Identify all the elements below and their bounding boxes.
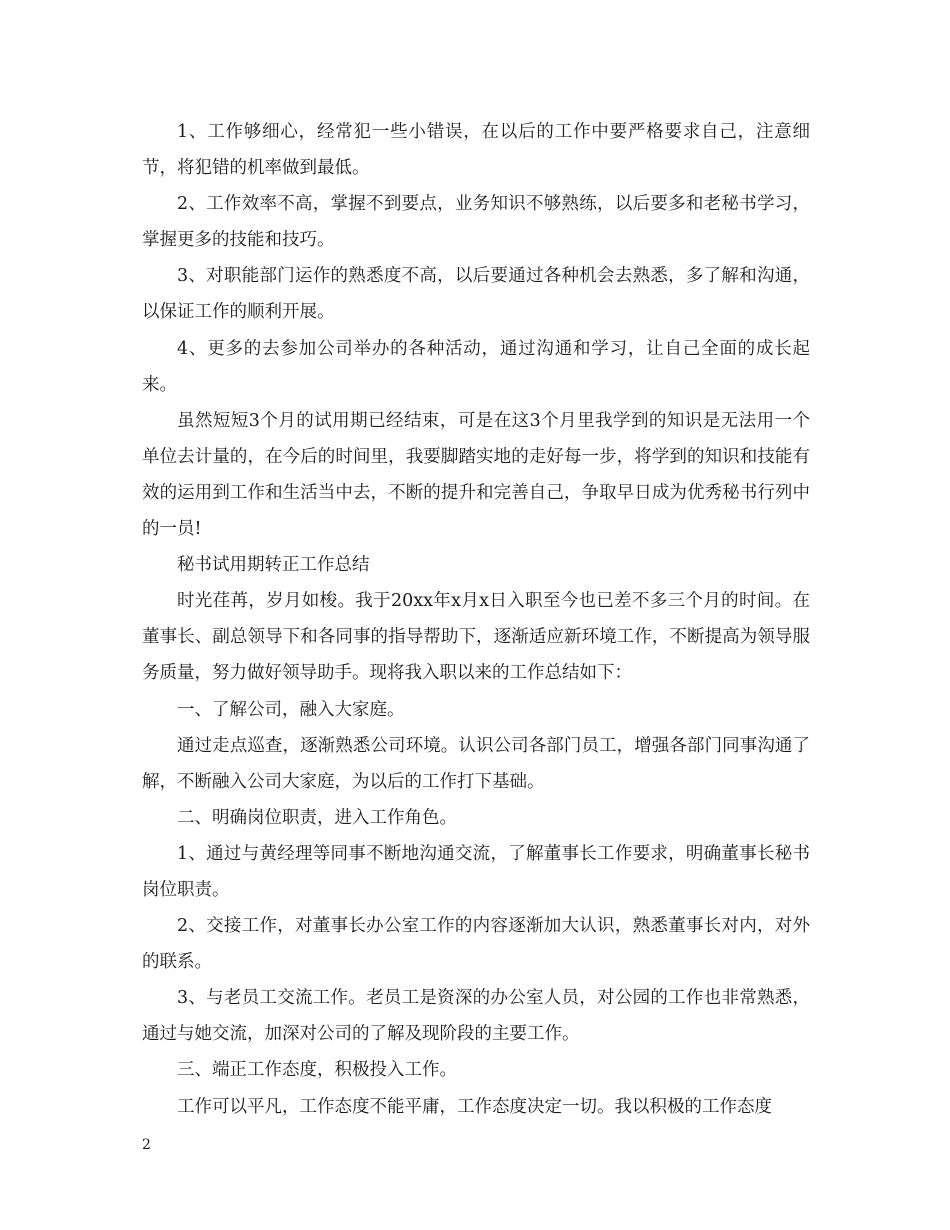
paragraph-9: 通过走点巡查，逐渐熟悉公司环境。认识公司各部门员工，增强各部门同事沟通了解，不断融入公司大家庭，为以后的工作打下基础。 — [142, 735, 810, 792]
heading-3: 三、端正工作态度，积极投入工作。 — [177, 1060, 457, 1081]
section-title: 秘书试用期转正工作总结 — [177, 555, 370, 576]
paragraph-12: 2、交接工作，对董事长办公室工作的内容逐渐加大认识，熟悉董事长对内，对外的联系。 — [142, 916, 810, 973]
paragraph-3: 3、对职能部门运作的熟悉度不高，以后要通过各种机会去熟悉，多了解和沟通，以保证工作的顺利开展。 — [142, 266, 810, 323]
paragraph-11: 1、通过与黄经理等同事不断地沟通交流，了解董事长工作要求，明确董事长秘书岗位职责。 — [142, 843, 810, 900]
document-body — [142, 114, 810, 1125]
paragraph-1: 1、工作够细心，经常犯一些小错误，在以后的工作中要严格要求自己，注意细节，将犯错的机率做到最低。 — [142, 122, 810, 179]
page-number: 2 — [142, 1137, 151, 1153]
paragraph-2: 2、工作效率不高，掌握不到要点，业务知识不够熟练，以后要多和老秘书学习，掌握更多的技能和技巧。 — [142, 194, 810, 251]
paragraph-4: 4、更多的去参加公司举办的各种活动，通过沟通和学习，让自己全面的成长起来。 — [142, 338, 810, 395]
heading-2: 二、明确岗位职责，进入工作角色。 — [177, 807, 457, 828]
heading-1: 一、了解公司，融入大家庭。 — [177, 699, 405, 720]
paragraph-5: 虽然短短3个月的试用期已经结束，可是在这3个月里我学到的知识是无法用一个单位去计量的，在今后的时间里，我要脚踏实地的走好每一步，将学到的知识和技能有效的运用到工作和生活当中去，不断的提升和完善自己，争取早日成为优秀秘书行列中的一员! — [142, 410, 810, 540]
paragraph-13: 3、与老员工交流工作。老员工是资深的办公室人员，对公园的工作也非常熟悉，通过与她交流，加深对公司的了解及现阶段的主要工作。 — [142, 988, 810, 1045]
paragraph-15: 工作可以平凡，工作态度不能平庸，工作态度决定一切。我以积极的工作态度 — [177, 1096, 772, 1117]
paragraph-7: 时光荏苒，岁月如梭。我于20xx年x月x日入职至今也已差不多三个月的时间。在董事长、副总领导下和各同事的指导帮助下，逐渐适应新环境工作，不断提高为领导服务质量，努力做好领导助手。现将我入职以来的工作总结如下： — [142, 591, 810, 684]
